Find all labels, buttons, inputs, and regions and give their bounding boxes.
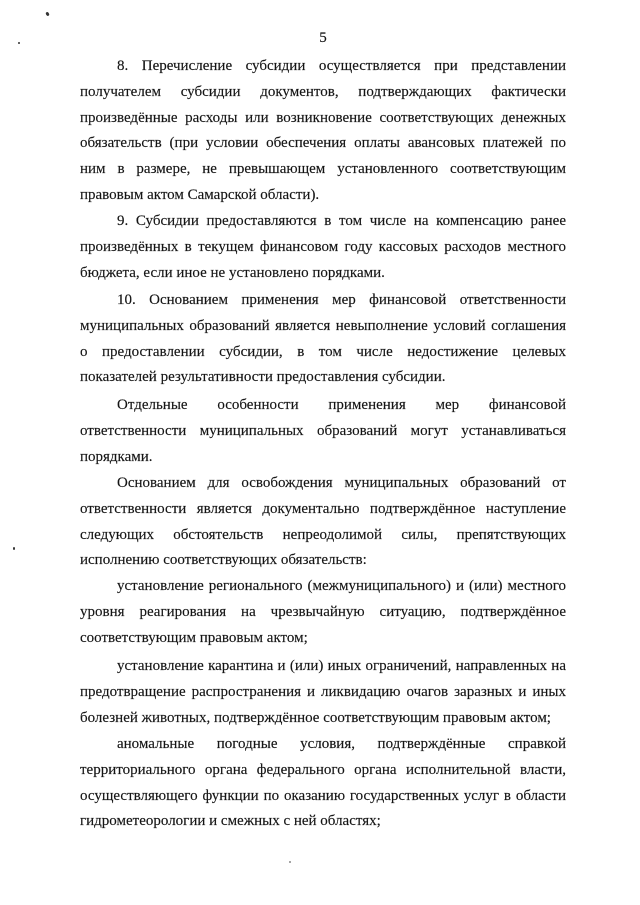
force-majeure-item-3	[80, 732, 566, 835]
clause-8	[80, 54, 566, 209]
text-line: правовым актом Самарской области).	[80, 186, 320, 203]
force-majeure-item-2	[80, 654, 566, 731]
text-line: муниципальных образований является невыполнение условий соглашения	[80, 317, 566, 334]
text-line: бюджета, если иное не установлено порядками.	[80, 264, 385, 281]
text-line: произведённые расходы или возникновение соответствующих денежных	[80, 109, 566, 126]
clause-9	[80, 209, 566, 286]
clause-10-part-2	[80, 393, 566, 470]
text-line: установление карантина и (или) иных ограничений, направленных на	[117, 658, 566, 674]
text-line: установление регионального (межмуниципального) и (или) местного	[117, 578, 566, 594]
text-line: Основанием для освобождения муниципальных образований от	[117, 475, 566, 491]
text-line: ним в размере, не превышающем установленного соответствующим	[80, 161, 566, 178]
text-line: Отдельные особенности применения мер финансовой	[117, 397, 566, 413]
scan-speck	[289, 861, 291, 863]
text-line: соответствующим правовым актом;	[80, 629, 308, 646]
text-line: получателем субсидии документов, подтверждающих фактически	[80, 83, 566, 100]
scan-speck	[45, 12, 50, 17]
page-number: 5	[319, 30, 327, 46]
text-line: 10. Основанием применения мер финансовой ответственности	[117, 292, 566, 308]
text-line: 8. Перечисление субсидии осуществляется при представлении	[117, 58, 566, 74]
text-line: предотвращение распространения и ликвидацию очагов заразных и иных	[80, 683, 566, 700]
text-line: обязательств (при условии обеспечения оплаты авансовых платежей по	[80, 135, 566, 152]
text-line: территориального органа федерального органа исполнительной власти,	[80, 761, 566, 778]
text-line: болезней животных, подтверждённое соответствующим правовым актом;	[80, 709, 551, 726]
text-line: произведённых в текущем финансовом году кассовых расходов местного	[80, 238, 566, 255]
force-majeure-item-1	[80, 574, 566, 651]
scan-speck	[13, 547, 15, 550]
text-line: ответственности муниципальных образований могут устанавливаться	[80, 422, 566, 439]
scan-speck	[18, 42, 20, 44]
clause-10	[80, 288, 566, 391]
text-line: осуществляющего функции по оказанию государственных услуг в области	[80, 787, 566, 804]
text-line: порядками.	[80, 448, 153, 465]
text-line: 9. Субсидии предоставляются в том числе на компенсацию ранее	[117, 213, 566, 229]
text-line: следующих обстоятельств непреодолимой силы, препятствующих	[80, 526, 566, 543]
text-line: уровня реагирования на чрезвычайную ситуацию, подтверждённое	[80, 603, 566, 620]
text-line: ответственности является документально подтверждённое наступление	[80, 500, 566, 517]
clause-10-part-3	[80, 471, 566, 574]
text-line: аномальные погодные условия, подтверждённые справкой	[117, 736, 566, 752]
text-line: гидрометеорологии и смежных с ней областях;	[80, 813, 381, 830]
text-line: исполнению соответствующих обязательств:	[80, 552, 367, 569]
text-line: о предоставлении субсидии, в том числе недостижение целевых	[80, 343, 566, 360]
text-line: показателей результативности предоставления субсидии.	[80, 369, 446, 386]
